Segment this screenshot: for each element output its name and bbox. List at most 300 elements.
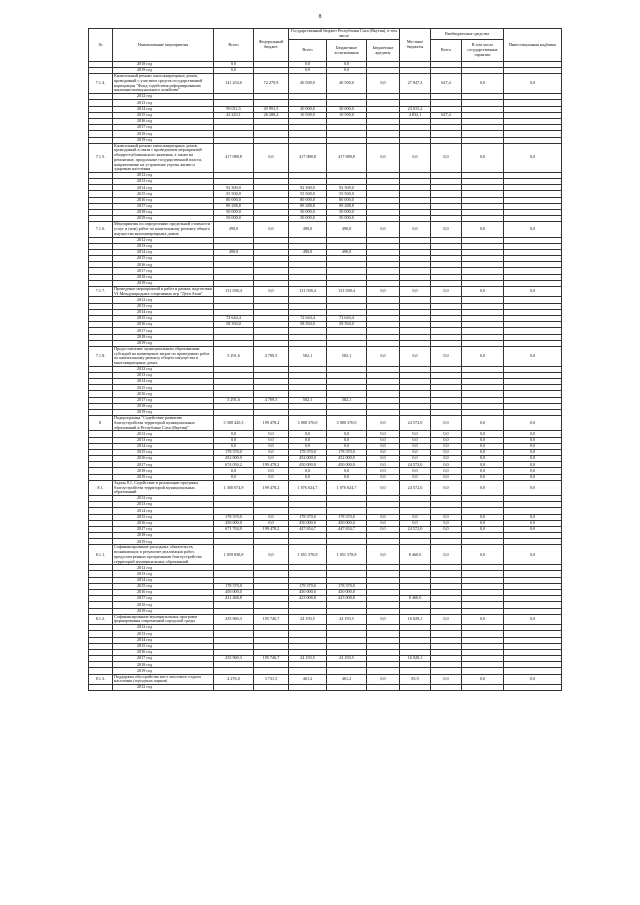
value-cell: 0,0 — [462, 437, 504, 443]
header-local: Местные бюджеты — [400, 29, 431, 62]
measure-row — [89, 416, 562, 431]
value-cell: 24 193,5 — [327, 656, 367, 662]
value-cell: 40 500,0 — [327, 74, 367, 94]
value-cell: 0,0 — [327, 474, 367, 480]
value-cell: 30 000,0 — [327, 106, 367, 112]
year-label: 2018 год — [113, 334, 214, 340]
year-label: 2019 год — [113, 280, 214, 286]
value-cell: 0,0 — [431, 674, 462, 684]
value-cell: 0,0 — [400, 456, 431, 462]
value-cell: 450 000,0 — [327, 462, 367, 468]
value-cell: 178 370,0 — [327, 514, 367, 520]
value-cell: 450 000,0 — [289, 520, 327, 526]
value-cell: 0,0 — [462, 222, 504, 237]
value-cell: 0,0 — [214, 62, 254, 68]
row-number — [89, 685, 113, 691]
value-cell: 452 000,0 — [289, 456, 327, 462]
value-cell: 582,1 — [327, 346, 367, 366]
value-cell: 0,0 — [400, 222, 431, 237]
value-cell: 178 370,0 — [327, 583, 367, 589]
value-cell: 0,0 — [400, 287, 431, 297]
value-cell: 0,0 — [367, 431, 400, 437]
value-cell: 50 000,0 — [214, 210, 254, 216]
value-cell: 178 370,0 — [327, 449, 367, 455]
value-cell: 450 000,0 — [214, 520, 254, 526]
year-label: 2015 год — [113, 191, 214, 197]
value-cell: 16 028,1 — [400, 614, 431, 624]
year-label: 2012 год — [113, 565, 214, 571]
value-cell: 131 038,4 — [327, 287, 367, 297]
measure-row — [89, 480, 562, 495]
value-cell: 199 478,2 — [254, 480, 289, 495]
value-cell: 50 000,0 — [289, 210, 327, 216]
value-cell: 26 288,4 — [254, 112, 289, 118]
value-cell: 141 254,6 — [214, 74, 254, 94]
value-cell: 461,2 — [289, 674, 327, 684]
year-label: 2016 год — [113, 590, 214, 596]
value-cell: 83,9 — [400, 674, 431, 684]
value-cell: 24 193,5 — [327, 614, 367, 624]
value-cell: 40 500,0 — [289, 74, 327, 94]
value-cell: 0,0 — [400, 431, 431, 437]
year-label: 2015 год — [113, 643, 214, 649]
value-cell: 0,0 — [327, 431, 367, 437]
value-cell: 30 000,0 — [289, 106, 327, 112]
value-cell: 490,0 — [327, 249, 367, 255]
value-cell: 4 832,1 — [400, 112, 431, 118]
header-extra-total: Всего — [431, 40, 462, 62]
measure-row — [89, 74, 562, 94]
year-label: 2013 год — [113, 243, 214, 249]
value-cell: 0,0 — [254, 468, 289, 474]
value-cell: 24 193,5 — [289, 614, 327, 624]
value-cell: 0,0 — [254, 143, 289, 172]
value-cell: 0,0 — [431, 468, 462, 474]
value-cell: 490,0 — [214, 249, 254, 255]
value-cell: 0,0 — [504, 443, 562, 449]
value-cell: 24 572,0 — [400, 462, 431, 468]
value-cell: 447 654,7 — [289, 526, 327, 532]
value-cell: 0,0 — [462, 526, 504, 532]
value-cell: 42 243,1 — [214, 112, 254, 118]
value-cell: 72 279,9 — [254, 74, 289, 94]
value-cell: 417 088,8 — [289, 143, 327, 172]
header-num: № — [89, 29, 113, 62]
value-cell: 0,0 — [504, 287, 562, 297]
value-cell — [431, 685, 462, 691]
value-cell: 24 572,0 — [400, 480, 431, 495]
measure-row — [89, 143, 562, 172]
value-cell: 0,0 — [400, 443, 431, 449]
measure-name: Поддержка обустройства мест массового отдыха населения (городских парков) — [113, 674, 214, 684]
value-cell: 80 000,0 — [214, 197, 254, 203]
value-cell: 0,0 — [289, 62, 327, 68]
year-label: 2017 год — [113, 656, 214, 662]
value-cell: 0,0 — [504, 526, 562, 532]
value-cell: 450 000,0 — [327, 590, 367, 596]
value-cell: 92 300,0 — [327, 185, 367, 191]
value-cell — [504, 685, 562, 691]
row-number: 8.1. — [89, 480, 113, 495]
value-cell: 50 000,0 — [327, 216, 367, 222]
header-extra-incl: В том числе государственные гарантии — [462, 40, 504, 62]
measure-name: Проведение мероприятий и работ в рамках подготовки VI Международных спортивных игр "Дети Азии" — [114, 286, 212, 296]
value-cell: 8 460,0 — [400, 545, 431, 565]
value-cell: 178 370,0 — [214, 583, 254, 589]
value-cell: 0,0 — [504, 449, 562, 455]
value-cell: 0,0 — [367, 346, 400, 366]
year-label: 2017 год — [113, 125, 214, 131]
value-cell: 178 370,0 — [289, 449, 327, 455]
value-cell: 0,0 — [431, 222, 462, 237]
year-label: 2014 год — [113, 637, 214, 643]
budget-table — [88, 28, 562, 691]
value-cell: 582,1 — [289, 346, 327, 366]
year-label: 2018 год — [113, 210, 214, 216]
year-label: 2014 год — [113, 106, 214, 112]
year-label: 2019 год — [113, 474, 214, 480]
value-cell: 23 015,2 — [400, 106, 431, 112]
value-cell: 0,0 — [504, 545, 562, 565]
value-cell: 490,0 — [327, 222, 367, 237]
value-cell: 0,0 — [367, 545, 400, 565]
year-label: 2017 год — [113, 596, 214, 602]
year-label: 2014 год — [113, 443, 214, 449]
value-cell: 431 468,8 — [214, 596, 254, 602]
year-label: 2014 год — [113, 379, 214, 385]
value-cell: 461,2 — [327, 674, 367, 684]
value-cell: 627,4 — [431, 74, 462, 94]
value-cell: 0,0 — [254, 514, 289, 520]
value-cell: 4 709,5 — [254, 397, 289, 403]
value-cell: 3 080 370,0 — [327, 416, 367, 431]
value-cell: 3 308 420,3 — [214, 416, 254, 431]
value-cell: 1 076 024,7 — [327, 480, 367, 495]
year-label: 2018 год — [113, 62, 214, 68]
value-cell: 195 746,7 — [254, 614, 289, 624]
year-label: 2015 год — [113, 449, 214, 455]
measure-row — [89, 674, 562, 684]
value-cell: 0,0 — [462, 614, 504, 624]
value-cell: 178 370,0 — [289, 583, 327, 589]
year-label: 2017 год — [113, 203, 214, 209]
value-cell: 450 000,0 — [289, 462, 327, 468]
value-cell: 0,0 — [431, 545, 462, 565]
value-cell: 0,0 — [400, 437, 431, 443]
header-total: Всего — [214, 29, 254, 62]
measure-name: Капитальный ремонт многоквартирных домов, проводимый в связи с проведением мероприятий общереспубликанского значения, а также на ремонтные, продольные государственной власти, направленные на устранение угрозы жизни и здоровью населения — [113, 143, 214, 172]
year-label: 2019 год — [113, 137, 214, 143]
measure-row — [89, 614, 562, 624]
year-label: 2014 год — [113, 309, 214, 315]
value-cell: 8 460,0 — [400, 596, 431, 602]
value-cell: 1 059 838,8 — [214, 545, 254, 565]
value-cell: 0,0 — [462, 74, 504, 94]
value-cell: 58 394,0 — [327, 322, 367, 328]
value-cell: 0,0 — [254, 222, 289, 237]
measure-row — [89, 346, 562, 366]
value-cell: 0,0 — [254, 545, 289, 565]
year-label: 2019 год — [113, 340, 214, 346]
value-cell: 0,0 — [462, 449, 504, 455]
value-cell: 89 288,8 — [289, 203, 327, 209]
value-cell: 55 500,0 — [214, 191, 254, 197]
value-cell: 0,0 — [431, 346, 462, 366]
value-cell: 0,0 — [431, 437, 462, 443]
value-cell: 0,0 — [462, 346, 504, 366]
value-cell: 99 011,5 — [214, 106, 254, 112]
header-investment: Инвестиционная надбавка — [504, 29, 562, 62]
value-cell: 0,0 — [400, 474, 431, 480]
year-label: 2018 год — [113, 533, 214, 539]
value-cell: 50 000,0 — [327, 210, 367, 216]
year-label: 2018 год — [113, 131, 214, 137]
year-label: 2012 год — [113, 94, 214, 100]
value-cell: 0,0 — [462, 416, 504, 431]
value-cell: 0,0 — [504, 614, 562, 624]
value-cell: 0,0 — [214, 443, 254, 449]
value-cell: 72 644,4 — [327, 315, 367, 321]
value-cell: 0,0 — [367, 443, 400, 449]
value-cell: 0,0 — [462, 474, 504, 480]
value-cell: 55 500,0 — [289, 191, 327, 197]
row-number: 7.1.5. — [89, 143, 113, 172]
value-cell: 72 644,4 — [214, 315, 254, 321]
measure-row — [89, 222, 562, 237]
value-cell: 0,0 — [254, 456, 289, 462]
value-cell: 16 028,1 — [400, 656, 431, 662]
value-cell: 0,0 — [289, 468, 327, 474]
value-cell: 92 300,0 — [214, 185, 254, 191]
header-budget-credits: Бюджетные кредиты — [367, 40, 400, 62]
value-cell: 0,0 — [289, 443, 327, 449]
year-label: 2019 год — [113, 608, 214, 614]
year-label: 2013 год — [113, 179, 214, 185]
value-cell: 0,0 — [400, 346, 431, 366]
value-cell: 0,0 — [504, 674, 562, 684]
value-cell: 0,0 — [214, 437, 254, 443]
value-cell — [254, 685, 289, 691]
value-cell: 490,0 — [289, 222, 327, 237]
value-cell — [367, 685, 400, 691]
year-label: 2015 год — [113, 385, 214, 391]
value-cell: 10 500,0 — [327, 112, 367, 118]
measure-row — [89, 545, 562, 565]
value-cell: 0,0 — [431, 480, 462, 495]
value-cell: 5 291,6 — [214, 397, 254, 403]
year-label: 2014 год — [113, 249, 214, 255]
row-number: 7.1.7. — [89, 287, 113, 297]
year-label: 2012 год — [113, 366, 214, 372]
value-cell: 0,0 — [431, 416, 462, 431]
value-cell: 50 000,0 — [214, 216, 254, 222]
value-cell: 417 088,8 — [214, 143, 254, 172]
value-cell: 0,0 — [367, 416, 400, 431]
year-label: 2017 год — [113, 526, 214, 532]
value-cell: 0,0 — [367, 449, 400, 455]
year-label: 2019 год — [113, 216, 214, 222]
year-label: 2013 год — [113, 372, 214, 378]
value-cell: 0,0 — [367, 674, 400, 684]
value-cell: 0,0 — [367, 143, 400, 172]
value-cell: 0,0 — [462, 443, 504, 449]
value-cell: 50 000,0 — [289, 216, 327, 222]
value-cell: 0,0 — [254, 437, 289, 443]
value-cell: 235 960,3 — [214, 614, 254, 624]
year-label: 2019 год — [113, 668, 214, 674]
value-cell: 0,0 — [400, 449, 431, 455]
value-cell: 0,0 — [367, 74, 400, 94]
value-cell: 0,0 — [289, 68, 327, 74]
year-label: 2013 год — [113, 303, 214, 309]
value-cell: 452 000,0 — [214, 456, 254, 462]
year-label: 2014 год — [113, 508, 214, 514]
year-label: 2015 год — [113, 256, 214, 262]
value-cell: 55 500,0 — [327, 191, 367, 197]
value-cell: 58 394,0 — [289, 322, 327, 328]
value-cell: 0,0 — [327, 62, 367, 68]
value-cell: 0,0 — [367, 456, 400, 462]
year-label: 2016 год — [113, 649, 214, 655]
value-cell: 1 076 024,7 — [289, 480, 327, 495]
value-cell: 0,0 — [367, 468, 400, 474]
value-cell: 92 300,0 — [289, 185, 327, 191]
header-state-budget: Государственный бюджет Республики Саха (Якутия), в том числе — [289, 29, 400, 40]
value-cell: 452 000,0 — [327, 456, 367, 462]
measure-name: Софинансирование муниципальных программ формирования современной городской среды — [113, 614, 214, 624]
value-cell: 423 008,8 — [289, 596, 327, 602]
value-cell: 0,0 — [289, 474, 327, 480]
value-cell: 0,0 — [504, 520, 562, 526]
value-cell: 178 370,0 — [214, 449, 254, 455]
value-cell: 0,0 — [462, 520, 504, 526]
value-cell: 0,0 — [462, 674, 504, 684]
value-cell: 0,0 — [214, 468, 254, 474]
value-cell: 0,0 — [367, 520, 400, 526]
value-cell: 0,0 — [462, 287, 504, 297]
value-cell: 0,0 — [367, 614, 400, 624]
year-label: 2017 год — [113, 397, 214, 403]
value-cell: 0,0 — [431, 143, 462, 172]
value-cell: 0,0 — [254, 449, 289, 455]
value-cell: 0,0 — [504, 437, 562, 443]
value-cell: 0,0 — [431, 526, 462, 532]
year-label: 2013 год — [113, 502, 214, 508]
value-cell: 1 300 074,9 — [214, 480, 254, 495]
value-cell: 5 291,6 — [214, 346, 254, 366]
value-cell: 671 704,9 — [214, 526, 254, 532]
year-label: 2012 год — [113, 685, 214, 691]
year-label: 2015 год — [113, 583, 214, 589]
year-label: 2018 год — [113, 602, 214, 608]
measure-name: Капитальный ремонт многоквартирных домов, проводимый с участием средств государственной корпорации "Фонд содействия реформированию жилищно-коммунального хозяйства" — [113, 74, 214, 94]
value-cell: 72 644,4 — [289, 315, 327, 321]
value-cell: 0,0 — [254, 443, 289, 449]
measure-row — [89, 287, 562, 297]
value-cell: 0,0 — [367, 514, 400, 520]
value-cell: 1 051 378,8 — [289, 545, 327, 565]
value-cell: 0,0 — [431, 462, 462, 468]
value-cell: 0,0 — [367, 222, 400, 237]
value-cell: 0,0 — [254, 431, 289, 437]
year-label: 2016 год — [113, 262, 214, 268]
year-label: 2017 год — [113, 328, 214, 334]
year-label: 2016 год — [113, 456, 214, 462]
value-cell: 0,0 — [431, 614, 462, 624]
value-cell: 674 050,2 — [214, 462, 254, 468]
value-cell: 199 478,2 — [254, 462, 289, 468]
value-cell: 0,0 — [327, 468, 367, 474]
value-cell: 235 960,3 — [214, 656, 254, 662]
year-label: 2013 год — [113, 631, 214, 637]
value-cell — [214, 685, 254, 691]
value-cell: 0,0 — [214, 431, 254, 437]
value-cell — [327, 685, 367, 691]
header-budget-allocations: Бюджетные ассигнования — [327, 40, 367, 62]
value-cell: 0,0 — [327, 443, 367, 449]
value-cell: 1 051 378,8 — [327, 545, 367, 565]
year-label: 2012 год — [113, 237, 214, 243]
value-cell: 24 572,0 — [400, 416, 431, 431]
value-cell: 0,0 — [504, 462, 562, 468]
value-cell: 0,0 — [504, 514, 562, 520]
value-cell: 10 500,0 — [289, 112, 327, 118]
year-label: 2015 год — [113, 112, 214, 118]
value-cell: 450 000,0 — [327, 520, 367, 526]
value-cell: 627,4 — [431, 112, 462, 118]
year-row — [89, 685, 562, 691]
value-cell: 0,0 — [462, 143, 504, 172]
value-cell: 178 370,0 — [289, 514, 327, 520]
header-federal: Федеральный бюджет — [254, 29, 289, 62]
year-label: 2019 год — [113, 410, 214, 416]
year-label: 2012 год — [113, 172, 214, 178]
value-cell: 24 193,5 — [289, 656, 327, 662]
year-label: 2013 год — [113, 571, 214, 577]
year-label: 2018 год — [113, 274, 214, 280]
value-cell: 3 731,5 — [254, 674, 289, 684]
header-name: Наименование мероприятия — [113, 29, 214, 62]
page-number: 8 — [318, 14, 322, 20]
value-cell: 0,0 — [462, 462, 504, 468]
measure-name: Подпрограмма "Содействие развитию благоустройства территорий муниципальных образований в Республике Саха (Якутия)" — [113, 416, 214, 431]
value-cell: 3 080 370,0 — [289, 416, 327, 431]
value-cell: 0,0 — [327, 437, 367, 443]
year-label: 2018 год — [113, 662, 214, 668]
year-label: 2017 год — [113, 268, 214, 274]
value-cell: 450 000,0 — [289, 590, 327, 596]
value-cell: 45 991,5 — [254, 106, 289, 112]
value-cell: 27 847,3 — [400, 74, 431, 94]
value-cell: 0,0 — [367, 480, 400, 495]
year-label: 2012 год — [113, 431, 214, 437]
value-cell: 0,0 — [367, 474, 400, 480]
year-label: 2013 год — [113, 100, 214, 106]
value-cell: 89 288,8 — [327, 203, 367, 209]
row-number: 8.1.2. — [89, 614, 113, 624]
value-cell: 423 008,8 — [327, 596, 367, 602]
header-state-total: Всего — [289, 40, 327, 62]
row-number: 8.1.1. — [89, 545, 113, 565]
value-cell: 0,0 — [214, 68, 254, 74]
value-cell — [462, 685, 504, 691]
value-cell: 0,0 — [367, 462, 400, 468]
measure-name: Мероприятия по определению предельной стоимости услуг и (или) работ по капитальному ремонту общего имущества многоквартирных домов — [113, 222, 214, 237]
year-label: 2016 год — [113, 118, 214, 124]
value-cell: 0,0 — [367, 437, 400, 443]
header-extra-budget: Внебюджетные средства — [431, 29, 504, 40]
row-number: 8.1.3. — [89, 674, 113, 684]
